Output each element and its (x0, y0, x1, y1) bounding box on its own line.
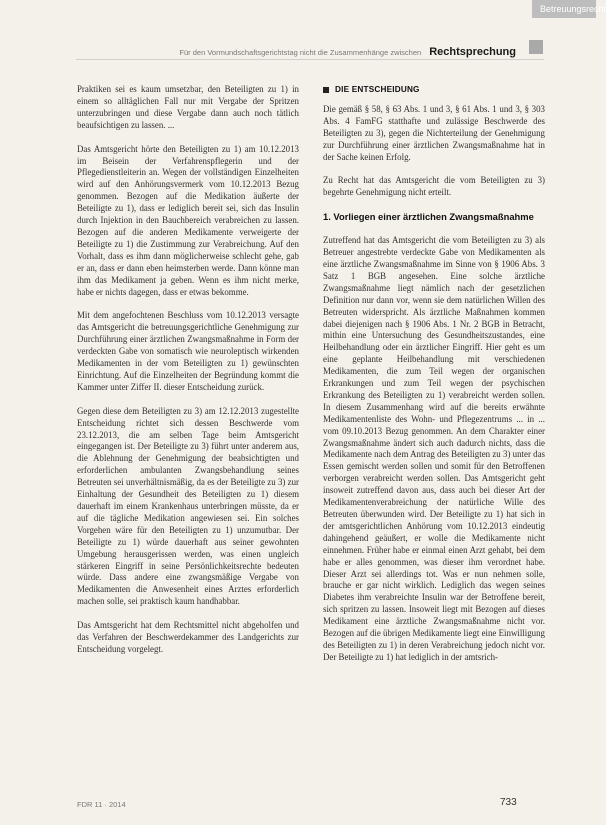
section-heading (323, 84, 545, 96)
paragraph: Die gemäß § 58, § 63 Abs. 1 und 3, § 61 Abs. 1 und 3, § 303 Abs. 4 FamFG statthafte und zulässige Beschwerde des Beteiligten zu 3), gegen die Nichterteilung der Genehmigung zur Durchführung einer ärztlichen Zwangsmaßnahme hat in der Sache keinen Erfolg. (323, 103, 545, 162)
paragraph: Zutreffend hat das Amtsgericht die vom Beteiligten zu 3) als Betreuer angestrebte verdeckte Gabe von Medikamenten als eine ärztliche Zwangsmaßnahme im Sinne von § 1906 Abs. 3 Satz 1 BGB angesehen. Eine solche ärztliche Zwangsmaßnahme liegt nämlich nach der gesetzlichen Definition nur dann vor, wenn sie dem natürlichen Willen des Betreuten widerspricht. Als ärztliche Maßnahmen kommen dabei diejenigen nach § 1906 Abs. 1 Nr. 2 BGB in Betracht, mithin eine Untersuchung des Gesundheitszustandes, eine Heilbehandlung oder ein ärztlicher Eingriff. Hier geht es um eine geplante Heilbehandlung mit verschiedenen Medikamenten, die zum Teil wegen der organischen Erkrankungen und zum Teil wegen der psychischen Erkrankung des Beteiligten zu 1) verabreicht werden sollen. In diesem Zusammenhang wird auf die bereits erwähnte Medikamentenliste des Wohn- und Pflegezentrums ... in ... vom 09.10.2013 Bezug genommen. An dem Charakter einer Zwangsmaßnahme ändert sich auch dadurch nichts, dass die Medikamente nach dem Antrag des Beteiligten zu 3) unter das Essen gemischt werden sollen und somit für den Betroffenen verborgen verabreicht werden sollen. Das Amtsgericht geht insoweit zutreffend davon aus, dass auch bei dieser Art der Medikamentenverabreichung der natürliche Wille des Betreuten überwunden wird. Der Beteiligte zu 1) hat sich in der amtsgerichtlichen Anhörung vom 10.12.2013 eindeutig dahingehend geäußert, er wolle die Medikamente nicht einnehmen. Früher habe er einmal einen Arzt gehabt, bei dem habe er alles genommen, was dieser ihm verordnet habe. Dieser Arzt sei allerdings tot. Was er nun nehmen solle, brauche er gar nicht wirklich. Lediglich das wegen seines Diabetes ihm verabreichte Insulin war der Betroffene bereit, sich spritzen zu lassen. Insoweit liegt mit Bezogen auf dieses Medikament eine ärztliche Zwangsmaßnahme nicht vor. Bezogen auf die übrigen Medikamente liegt eine Einwilligung des Beteiligten zu 1) in deren Verabreichung jedoch nicht vor. Der Beteiligte zu 1) hat lediglich in der amtsrich- (323, 235, 545, 662)
paragraph: Das Amtsgericht hörte den Beteiligten zu 1) am 10.12.2013 im Beisein der Verfahrenspflegerin und der Pflegedienstleiterin an. Wegen der vollständigen Einzelheiten wird auf den Anhörungsvermerk vom 10.12.2013 Bezug genommen. Bezogen auf die Medikation äußerte der Beteiligte zu 1), dass er lediglich bereit sei, sich das Insulin durch Injektion in den Bauchbereich verabreichen zu lassen. Bezogen auf die anderen Medikamente verweigerte der Beteiligte zu 1) die Zustimmung zur Verabreichung. Auf den Vorhalt, dass es ihm dann möglicherweise schlecht gehe, gab er an, dass er dann eben heimsterben werde. Dann könne man ihm das Medikament ja geben. Wenn es ihm nicht merke, habe er nichts dagegen, dass er etwas bekomme. (77, 143, 299, 297)
paragraph: Zu Recht hat das Amtsgericht die vom Beteiligten zu 3) begehrte Genehmigung nicht erteilt. (323, 175, 545, 198)
header-divider (76, 59, 544, 60)
section-heading-text: DIE ENTSCHEIDUNG (335, 85, 420, 94)
header-marker (529, 40, 543, 54)
right-column (323, 84, 545, 676)
page-number: 733 (500, 797, 517, 808)
paragraph: Praktiken sei es kaum umsetzbar, den Beteiligten zu 1) in einem so alltäglichen Fall nur mit Vergabe der Spritzen unterzubringen und diese Vergabe dann auch noch tätlich beaufsichtigen zu lassen. ... (77, 84, 299, 130)
paragraph: Das Amtsgericht hat dem Rechtsmittel nicht abgeholfen und das Verfahren der Beschwerdekammer des Landgerichts zur Entscheidung vorgelegt. (77, 620, 299, 654)
subheading: 1. Vorliegen einer ärztlichen Zwangsmaßnahme (323, 211, 534, 223)
footer-journal: FDR 11 · 2014 (77, 800, 126, 809)
left-column (77, 84, 299, 668)
square-bullet-icon (323, 87, 329, 93)
section-tab: Betreuungsrecht (532, 0, 596, 18)
running-header (138, 42, 516, 60)
paragraph: Mit dem angefochtenen Beschluss vom 10.12.2013 versagte das Amtsgericht die betreuungsgerichtliche Genehmigung zur Durchführung einer ärztlichen Zwangsmaßnahme in Form der verdeckten Gabe von somatisch wie neuroleptisch wirkenden Medikamenten in der vom Beteiligten zu 1) gewünschten Einrichtung. Auf die Einzelheiten der Begründung kommt die Kammer unter Ziffer II. dieser Entscheidung zurück. (77, 310, 299, 392)
section-title: Rechtsprechung (429, 46, 516, 58)
journal-line: Für den Vormundschaftsgerichtstag nicht die Zusammenhänge zwischen (179, 48, 422, 57)
paragraph: Gegen diese dem Beteiligten zu 3) am 12.12.2013 zugestellte Entscheidung richtet sich dessen Beschwerde vom 23.12.2013, die am selben Tage beim Amtsgericht eingegangen ist. Der Beteiligte zu 3) führt unter anderem aus, die Ablehnung der Genehmigung der beabsichtigten und erforderlichen ambulanten Zwangsbehandlung seines Betreuten sei unverhältnismäßig, da es der Beteiligte zu 3) zur Einhaltung der Gesundheit des Beteiligten zu 1) diesem dauerhaft im einem Krankenhaus unterbringen müsste, da er auf die tägliche Medikation angewiesen sei. Ein solches Vorgehen wäre für den Beteiligten zu 1) unzumutbar. Der Beteiligte zu 1) würde dauerhaft aus seiner gewohnten Umgebung herausgerissen werden, was einen ungleich stärkeren Eingriff in seine Persönlichkeitsrechte bedeuten würde. Dass andere eine zwangsmäßige Vergabe von Medikamenten die Anwesenheit eines Arztes erforderlich machen solle, sei praktisch kaum handhabbar. (77, 405, 299, 607)
